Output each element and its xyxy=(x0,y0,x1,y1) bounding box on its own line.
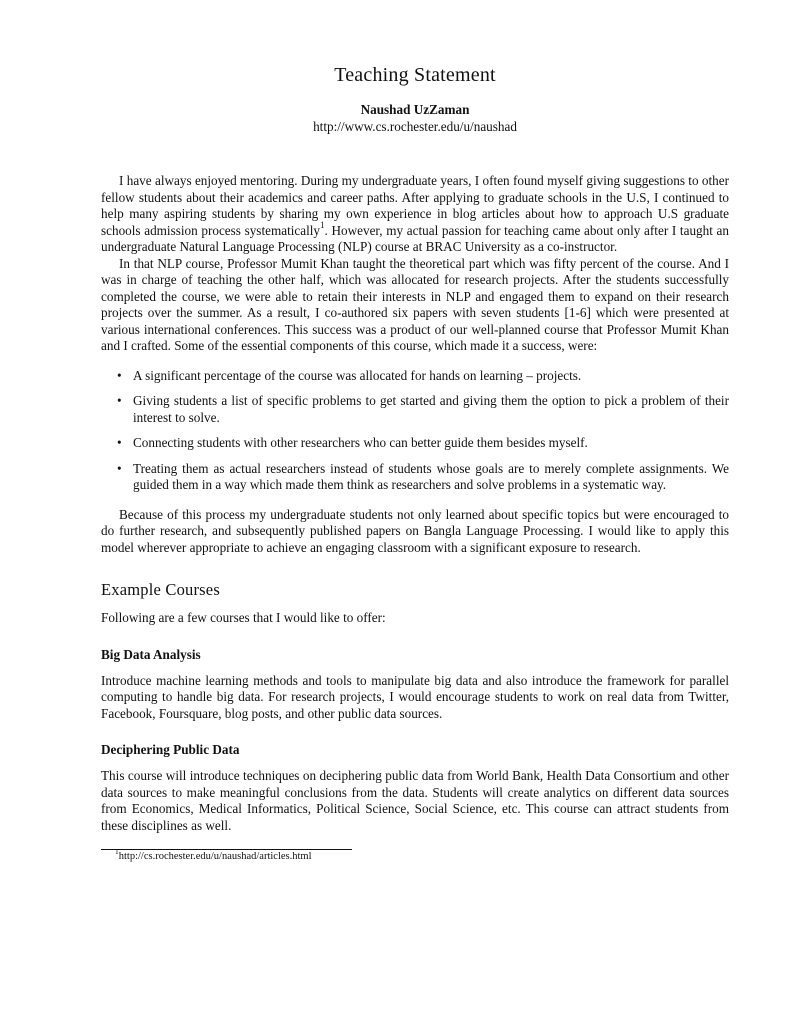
list-item xyxy=(101,368,729,385)
nlp-course-paragraph: In that NLP course, Professor Mumit Khan taught the theoretical part which was fifty percent of the course. And I was in charge of teaching the other half, which was allocated for research projects. After the students successfully completed the course, we were able to retain their interests in NLP and engaged them to expand on their research projects over the summer. As a result, I co-authored six papers with seven students [1-6] which were presented at various international conferences. This success was a product of our well-planned course that Professor Mumit Khan and I crafted. Some of the essential components of this course, which made it a success, were: xyxy=(101,255,729,353)
intro-text-part2: . However, my actual passion for teaching came about only after I taught an undergraduate Natural Language Processing (NLP) course at BRAC University as a co-instructor. xyxy=(101,222,729,254)
footnote-link[interactable]: http://cs.rochester.edu/u/naushad/articles.html xyxy=(118,851,312,862)
author-name: Naushad UzZaman xyxy=(360,102,470,117)
list-item-text: Connecting students with other researchers who can better guide them besides myself. xyxy=(133,435,588,450)
footnote-reference: 1 xyxy=(320,220,325,231)
list-item xyxy=(101,435,729,452)
course-title-public-data: Deciphering Public Data xyxy=(101,742,240,757)
footnote xyxy=(115,846,312,862)
list-item-text: A significant percentage of the course was allocated for hands on learning – projects. xyxy=(133,367,582,383)
bullet-icon: • xyxy=(117,367,122,383)
bullet-icon: • xyxy=(117,435,122,450)
document-page xyxy=(101,60,729,834)
page-title: Teaching Statement xyxy=(334,64,496,86)
course-components-list xyxy=(101,368,729,494)
list-item xyxy=(101,393,729,426)
course-description-public-data: This course will introduce techniques on deciphering public data from World Bank, Health Data Consortium and other data sources to make meaningful conclusions from the data. Students will create analytics on different data sources from Economics, Medical Informatics, Political Science, Social Science, etc. This course can attract students from these disciplines as well. xyxy=(101,768,729,833)
footnote-mark: 1 xyxy=(115,846,119,856)
bullet-icon: • xyxy=(117,460,122,476)
list-item-text: Giving students a list of specific problems to get started and giving them the option to pick a problem of their interest to solve. xyxy=(133,393,729,425)
footnote-divider xyxy=(101,849,352,850)
outcome-paragraph: Because of this process my undergraduate students not only learned about specific topics but were encouraged to do further research, and subsequently published papers on Bangla Language Processing. I would like to apply this model wherever appropriate to achieve an engaging classroom with a significant exposure to research. xyxy=(101,506,729,555)
course-description-big-data: Introduce machine learning methods and tools to manipulate big data and also introduce the framework for parallel computing to handle big data. For research projects, I would encourage students to work on real data from Twitter, Facebook, Foursquare, blog posts, and other public data sources. xyxy=(101,672,729,721)
intro-paragraph xyxy=(101,173,729,256)
course-title-big-data: Big Data Analysis xyxy=(101,646,201,662)
list-item-text: Treating them as actual researchers instead of students whose goals are to merely complete assignments. We guided them in a way which made them think as researchers and solve problems in a systematic way. xyxy=(133,460,729,492)
section-intro: Following are a few courses that I would like to offer: xyxy=(101,610,386,625)
section-heading-example-courses: Example Courses xyxy=(101,580,220,599)
list-item xyxy=(101,461,729,494)
bullet-icon: • xyxy=(117,393,122,408)
author-url: http://www.cs.rochester.edu/u/naushad xyxy=(313,119,517,134)
intro-text-part1: I have always enjoyed mentoring. During my undergraduate years, I often found myself giving suggestions to other fellow students about their academics and career paths. After applying to graduate schools in the U.S, I continued to help many aspiring students by sharing my own experience in blog articles about how to approach U.S graduate schools admission process systematically xyxy=(101,173,729,238)
